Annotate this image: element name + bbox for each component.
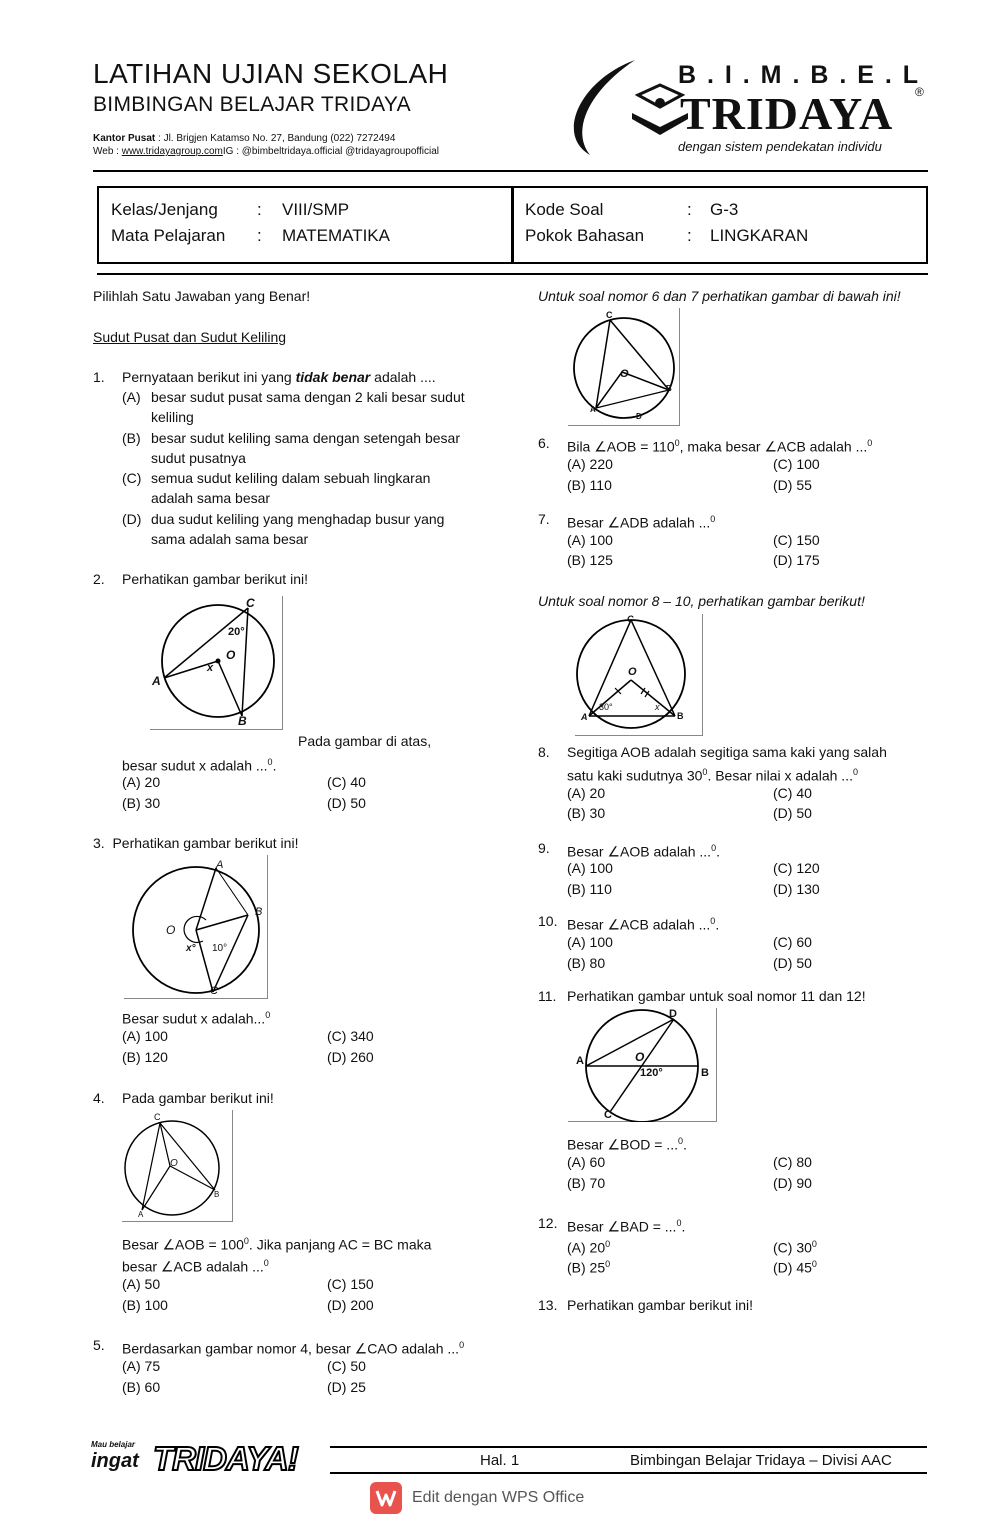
option-7a[interactable]: (A) 100 (567, 532, 613, 548)
question-10: 10. (538, 913, 558, 929)
option-8a[interactable]: (A) 20 (567, 785, 606, 801)
option-8d[interactable]: (D) 50 (773, 805, 812, 821)
question-4: 4. (93, 1090, 105, 1106)
footer-divider-top (330, 1446, 927, 1448)
page-title: LATIHAN UJIAN SEKOLAH (93, 58, 449, 89)
figure-q4: C O A B (122, 1110, 233, 1222)
option-3a[interactable]: (A) 100 (122, 1028, 168, 1044)
tridaya-logo: B . I . M . B . E . L TRIDAYA ® dengan sistem pendekatan individu (560, 55, 930, 165)
question-9: 9. (538, 840, 550, 856)
figure-q2: C O A B 20° x (150, 596, 283, 730)
info-box: Kelas/Jenjang : VIII/SMP Mata Pelajaran : MATEMATIKA Kode Soal : G-3 Pokok Bahasan : LINGKARAN (97, 186, 928, 264)
question-3: 3. Perhatikan gambar berikut ini! (93, 835, 299, 851)
option-10c[interactable]: (C) 60 (773, 934, 812, 950)
option-2b[interactable]: (B) 30 (122, 795, 161, 811)
footer-logo: Mau belajar ingat TRIDAYA! (91, 1440, 298, 1477)
footer-org: Bimbingan Belajar Tridaya – Divisi AAC (630, 1452, 892, 1469)
header-divider (93, 170, 928, 172)
option-1d[interactable]: (D) (122, 511, 142, 527)
figure-q6-7: C O B A D (568, 308, 680, 426)
option-11a[interactable]: (A) 60 (567, 1154, 606, 1170)
option-10a[interactable]: (A) 100 (567, 934, 613, 950)
option-10d[interactable]: (D) 50 (773, 955, 812, 971)
option-11c[interactable]: (C) 80 (773, 1154, 812, 1170)
info-divider (97, 273, 928, 275)
option-3b[interactable]: (B) 120 (122, 1049, 168, 1065)
option-1c[interactable]: (C) (122, 470, 142, 486)
wps-icon (370, 1482, 402, 1514)
option-4d[interactable]: (D) 200 (327, 1297, 374, 1313)
figure-q11-12: D A O B C 120° (568, 1008, 717, 1122)
intro-6-7: Untuk soal nomor 6 dan 7 perhatikan gambar di bawah ini! (538, 288, 901, 304)
question-5: 5. (93, 1337, 105, 1353)
option-7c[interactable]: (C) 150 (773, 532, 820, 548)
question-1: 1. (93, 369, 105, 385)
page-subtitle: BIMBINGAN BELAJAR TRIDAYA (93, 93, 411, 116)
option-5c[interactable]: (C) 50 (327, 1358, 366, 1374)
question-8: 8. (538, 744, 550, 760)
option-11b[interactable]: (B) 70 (567, 1175, 606, 1191)
instructions: Pilihlah Satu Jawaban yang Benar! (93, 288, 311, 304)
option-3d[interactable]: (D) 260 (327, 1049, 374, 1065)
footer-divider-bottom (330, 1472, 927, 1474)
option-9a[interactable]: (A) 100 (567, 860, 613, 876)
option-12c[interactable]: (C) $30^0$ (773, 1239, 817, 1256)
option-5b[interactable]: (B) 60 (122, 1379, 161, 1395)
option-6b[interactable]: (B) 110 (567, 477, 612, 493)
option-7b[interactable]: (B) 125 (567, 552, 613, 568)
question-11: 11. (538, 988, 557, 1004)
option-2c[interactable]: (C) 40 (327, 774, 366, 790)
option-2d[interactable]: (D) 50 (327, 795, 366, 811)
option-4a[interactable]: (A) 50 (122, 1276, 161, 1292)
option-9c[interactable]: (C) 120 (773, 860, 820, 876)
option-4b[interactable]: (B) 100 (122, 1297, 168, 1313)
option-1a[interactable]: (A) (122, 389, 141, 405)
address-block: Kantor Pusat : Jl. Brigjen Katamso No. 27, Bandung (022) 7272494 Web : www.tridayagroup.comIG : @bimbeltridaya.official @tridayagroupofficial (93, 133, 440, 157)
question-6: 6. (538, 435, 550, 451)
option-12a[interactable]: (A) $20^0$ (567, 1239, 611, 1256)
option-10b[interactable]: (B) 80 (567, 955, 606, 971)
option-12d[interactable]: (D) $45^0$ (773, 1259, 817, 1276)
option-6a[interactable]: (A) 220 (567, 456, 613, 472)
option-11d[interactable]: (D) 90 (773, 1175, 812, 1191)
page-number: Hal. 1 (480, 1452, 520, 1469)
figure-q3: A B C O x° 10° (124, 855, 268, 999)
question-13: 13. (538, 1297, 558, 1313)
option-1b[interactable]: (B) (122, 430, 141, 446)
option-12b[interactable]: (B) $25^0$ (567, 1259, 611, 1276)
website-link[interactable]: www.tridayagroup.com (121, 146, 223, 157)
question-7: 7. (538, 511, 550, 527)
option-8b[interactable]: (B) 30 (567, 805, 606, 821)
option-2a[interactable]: (A) 20 (122, 774, 161, 790)
option-3c[interactable]: (C) 340 (327, 1028, 374, 1044)
wps-edit-button[interactable]: Edit dengan WPS Office (370, 1482, 630, 1516)
option-5a[interactable]: (A) 75 (122, 1358, 161, 1374)
option-9b[interactable]: (B) 110 (567, 881, 612, 897)
option-8c[interactable]: (C) 40 (773, 785, 812, 801)
question-12: 12. (538, 1215, 558, 1231)
figure-q8-10: C O A B 30° x (575, 614, 703, 736)
option-9d[interactable]: (D) 130 (773, 881, 820, 897)
option-4c[interactable]: (C) 150 (327, 1276, 374, 1292)
option-5d[interactable]: (D) 25 (327, 1379, 366, 1395)
section-heading: Sudut Pusat dan Sudut Keliling (93, 329, 287, 345)
option-6c[interactable]: (C) 100 (773, 456, 820, 472)
question-2: 2. (93, 571, 105, 587)
option-6d[interactable]: (D) 55 (773, 477, 812, 493)
intro-8-10: Untuk soal nomor 8 – 10, perhatikan gambar berikut! (538, 593, 865, 609)
option-7d[interactable]: (D) 175 (773, 552, 820, 568)
